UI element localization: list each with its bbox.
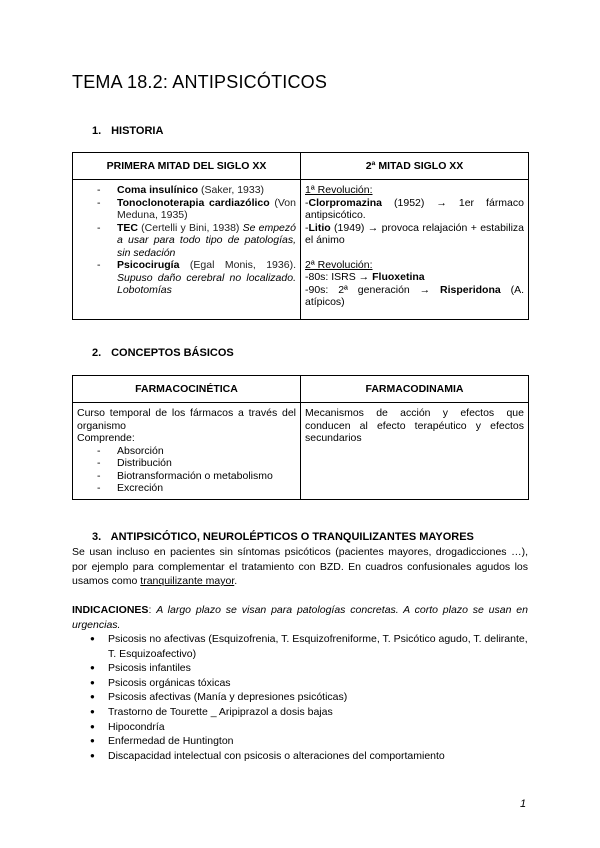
section-conceptos-heading [92, 347, 234, 359]
list-item: - Excreción [77, 482, 296, 495]
section-title: CONCEPTOS BÁSICOS [111, 347, 234, 359]
section-historia-heading [92, 125, 163, 137]
list-item: ● Trastorno de Tourette _ Aripiprazol a dosis bajas [72, 705, 528, 720]
list-item: ● Hipocondría [72, 720, 528, 735]
list-item: - Distribución [77, 457, 296, 470]
section-antipsicoticos-heading [92, 531, 474, 543]
revolucion-1-title: 1ª Revolución: [305, 184, 373, 196]
conceptos-col1-header: FARMACOCINÉTICA [73, 376, 301, 403]
list-item: - TEC (Certelli y Bini, 1938) Se empezó a usar para todo tipo de patologías, sin sedación [77, 222, 296, 260]
revolucion-1-item: -Clorpromazina (1952) → 1er fármaco antipsicótico. [305, 196, 524, 221]
antipsicoticos-intro: Se usan incluso en pacientes sin síntomas psicóticos (pacientes mayores, drogadicciones …), por ejemplo para complementar el tratamiento con BZD. En cuadros confusionales agudos los usamos como tranquilizante mayor. [72, 546, 528, 587]
revolucion-1-item: -Litio (1949) → provoca relajación + estabiliza el ánimo [305, 221, 524, 246]
list-item: - Psicocirugía (Egal Monis, 1936). Supuso daño cerebral no localizado. Lobotomías [77, 259, 296, 297]
section-number: 3. [92, 531, 102, 543]
list-item: - Absorción [77, 445, 296, 458]
list-item: ● Psicosis orgánicas tóxicas [72, 676, 528, 691]
list-item: ● Discapacidad intelectual con psicosis o alteraciones del comportamiento [72, 749, 528, 764]
historia-table [72, 152, 529, 320]
conceptos-table [72, 375, 529, 500]
section-number: 2. [92, 347, 102, 359]
section-title: HISTORIA [111, 125, 164, 137]
list-item: ● Psicosis no afectivas (Esquizofrenia, T. Esquizofreniforme, T. Psicótico agudo, T. delirante, T. Esquizoafectivo) [72, 632, 528, 661]
indicaciones-list [72, 632, 528, 763]
section-title: ANTIPSICÓTICO, NEUROLÉPTICOS O TRANQUILIZANTES MAYORES [110, 531, 474, 543]
historia-col2-header: 2ª MITAD SIGLO XX [301, 153, 529, 180]
farmacocinetica-text: Curso temporal de los fármacos a través del organismo [77, 407, 296, 432]
historia-col1-header: PRIMERA MITAD DEL SIGLO XX [73, 153, 301, 180]
revolucion-2-item: -80s: ISRS → Fluoxetina [305, 271, 425, 283]
page-title: TEMA 18.2: ANTIPSICÓTICOS [72, 72, 328, 92]
historia-col1-cell [73, 180, 301, 320]
conceptos-col1-cell [73, 403, 301, 500]
farmacocinetica-list [77, 445, 296, 495]
list-item: - Tonoclonoterapia cardiazólico (Von Meduna, 1935) [77, 197, 296, 222]
page-number: 1 [520, 798, 527, 810]
conceptos-col2-header: FARMACODINAMIA [301, 376, 529, 403]
list-item: ● Psicosis infantiles [72, 661, 528, 676]
list-item: - Biotransformación o metabolismo [77, 470, 296, 483]
list-item: ● Enfermedad de Huntington [72, 734, 528, 749]
farmacocinetica-sub: Comprende: [77, 432, 135, 444]
list-item: - Coma insulínico (Saker, 1933) [77, 184, 296, 197]
historia-col2-cell [301, 180, 529, 320]
revolucion-2-title: 2ª Revolución: [305, 258, 373, 271]
indicaciones-paragraph: INDICACIONES: A largo plazo se visan para patologías concretas. A corto plazo se usan en urgencias. [72, 604, 528, 631]
revolucion-2-item: -90s: 2ª generación → Risperidona (A. atípicos) [305, 283, 524, 308]
list-item: ● Psicosis afectivas (Manía y depresiones psicóticas) [72, 690, 528, 705]
farmacodinamia-text: Mecanismos de acción y efectos que conducen al efecto terapéutico y efectos secundarios [301, 403, 529, 500]
historia-col1-list [77, 184, 296, 297]
section-number: 1. [92, 125, 102, 137]
